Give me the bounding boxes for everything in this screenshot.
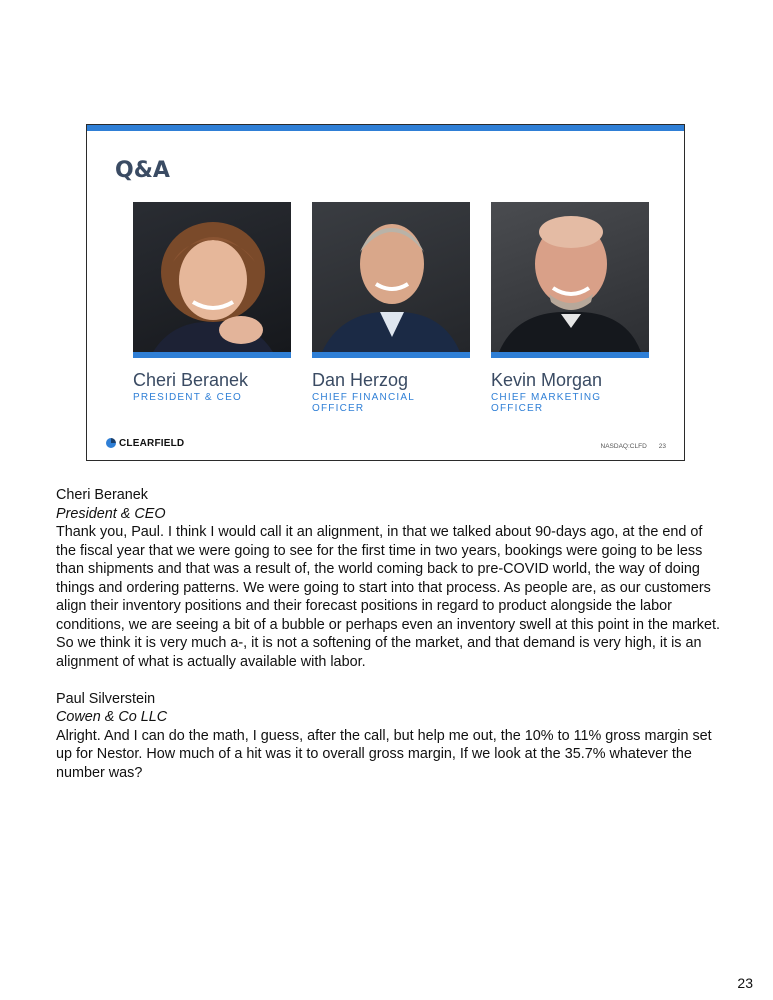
slide-top-bar: [87, 125, 684, 131]
photo-underline-1: [133, 352, 291, 358]
portrait-photo-1: [133, 202, 291, 352]
speaker-affiliation: Cowen & Co LLC: [56, 709, 168, 725]
portrait-photo-2: [312, 202, 470, 352]
clearfield-logo-icon: [105, 437, 117, 449]
speaker-name: Cheri Beranek: [56, 487, 148, 503]
speaker-affiliation: President & CEO: [56, 505, 166, 522]
person-role: CHIEF MARKETING OFFICER: [491, 392, 602, 414]
slide-title: Q&A: [115, 158, 170, 183]
person-name: Cheri Beranek: [133, 370, 249, 390]
slide-image: [86, 124, 685, 461]
person-card-1: [133, 202, 291, 403]
speaker-remarks: Alright. And I can do the math, I guess, after the call, but help me out, the 10% to 11% gross margin set up for Nestor. How much of a hit was it to overall gross margin, If we look at the 35.7% whatever the number was?: [56, 727, 712, 781]
person-card-3: [491, 202, 649, 414]
footer-page-number: 23: [658, 443, 666, 450]
speaker-remarks: Thank you, Paul. I think I would call it an alignment, in that we talked about 90-days ago, at the end of the fiscal year that we were going to see for the first time in two years, bookings were going to be less than shipments and that was a result of, the world coming back to pre-COVID world, the way of doing things and ordering patterns. We were going to start into that process. As people are, as our customers align their inventory positions and their forecast positions in regard to product alongside the labor conditions, we are seeing a bit of a bubble or perhaps even an inventory swell at this point in the market. So we think it is very much a-, it is not a softening of the market, and that demand is very high, it is an alignment of what is actually available with labor.: [56, 524, 720, 670]
photo-underline-3: [491, 352, 649, 358]
slide-footer: [601, 443, 666, 450]
logo-text: CLEARFIELD: [119, 437, 185, 449]
speaker-name: Paul Silverstein: [56, 690, 156, 707]
person-card-2: [312, 202, 470, 414]
clearfield-logo: [105, 437, 184, 449]
person-role: PRESIDENT & CEO: [133, 392, 242, 403]
portrait-photo-3: [491, 202, 649, 352]
person-name: Kevin Morgan: [491, 370, 603, 390]
person-role: CHIEF FINANCIAL OFFICER: [312, 392, 415, 414]
footer-ticker: NASDAQ:CLFD: [600, 443, 647, 450]
photo-underline-2: [312, 352, 470, 358]
person-name: Dan Herzog: [312, 370, 409, 390]
page-number: 23: [737, 975, 753, 991]
transcript: [56, 486, 720, 801]
